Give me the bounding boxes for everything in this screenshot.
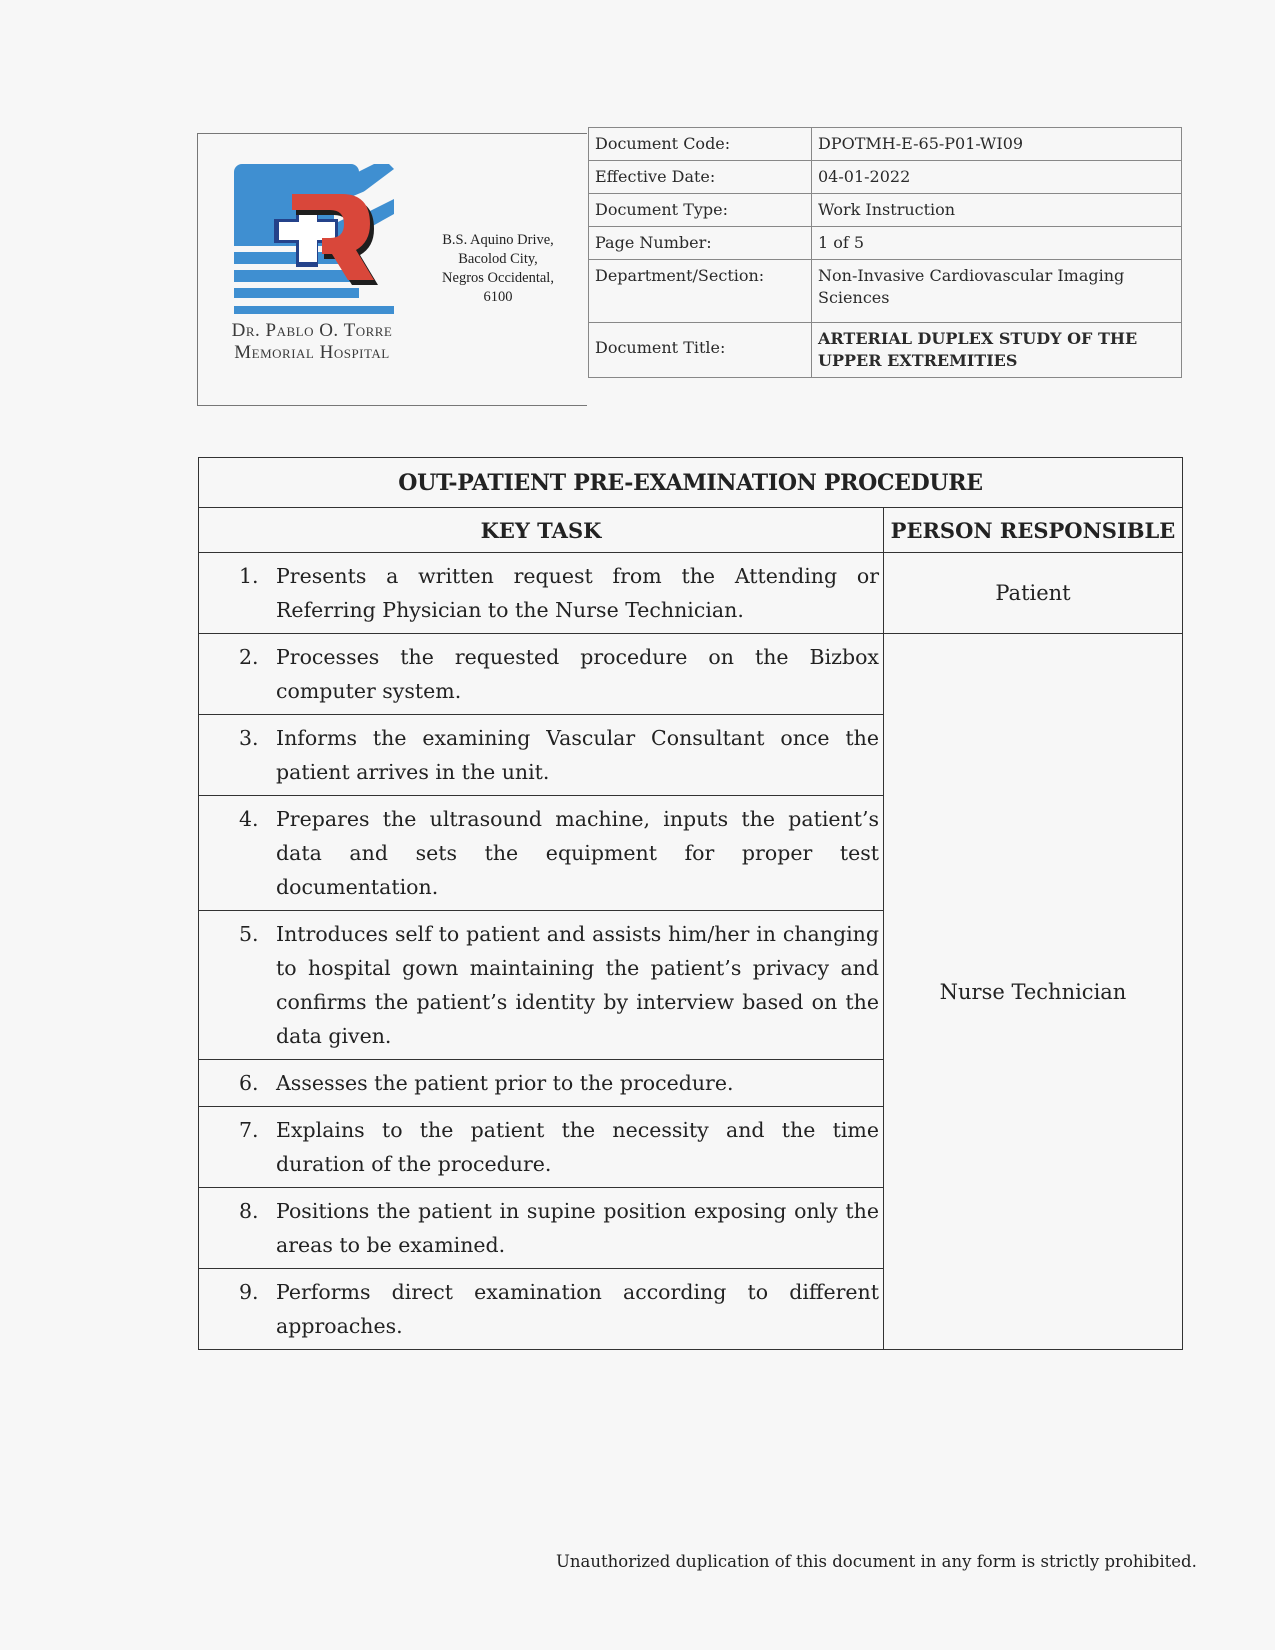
table-row <box>199 634 1183 715</box>
hospital-address <box>423 231 573 307</box>
hospital-name-line2: Memorial Hospital <box>234 342 390 363</box>
hospital-logo-icon <box>234 164 394 314</box>
info-row-title <box>589 323 1182 378</box>
person-responsible: Nurse Technician <box>884 634 1183 1350</box>
info-row-type <box>589 194 1182 227</box>
address-line: Negros Occidental, <box>442 270 554 286</box>
task-text: Positions the patient in supine position exposing only the areas to be examined. <box>276 1199 879 1257</box>
info-value: DPOTMH-E-65-P01-WI09 <box>812 128 1182 161</box>
task-text: Introduces self to patient and assists him/her in changing to hospital gown maintaining the patient’s privacy and confirms the patient’s identity by interview based on the data given. <box>276 922 879 1048</box>
column-header-person: PERSON RESPONSIBLE <box>884 508 1183 553</box>
info-value: 04-01-2022 <box>812 161 1182 194</box>
document-title: ARTERIAL DUPLEX STUDY OF THE UPPER EXTREMITIES <box>812 323 1182 378</box>
table-row <box>199 553 1183 634</box>
task-number: 9. <box>239 1280 259 1304</box>
info-label: Document Code: <box>589 128 812 161</box>
info-label: Page Number: <box>589 227 812 260</box>
task-number: 2. <box>239 645 259 669</box>
task-number: 5. <box>239 922 259 946</box>
task-text: Assesses the patient prior to the procedure. <box>276 1071 734 1095</box>
info-label: Department/Section: <box>589 260 812 323</box>
task-number: 3. <box>239 726 259 750</box>
task-text: Prepares the ultrasound machine, inputs the patient’s data and sets the equipment for proper test documentation. <box>276 807 879 899</box>
task-number: 8. <box>239 1199 259 1223</box>
person-responsible: Patient <box>884 553 1183 634</box>
hospital-name <box>212 320 412 364</box>
address-line: B.S. Aquino Drive, <box>442 232 554 248</box>
address-line: Bacolod City, <box>458 251 538 267</box>
task-number: 1. <box>239 564 259 588</box>
info-label: Document Type: <box>589 194 812 227</box>
column-header-key-task: KEY TASK <box>199 508 884 553</box>
procedure-table <box>198 457 1183 1350</box>
info-label: Effective Date: <box>589 161 812 194</box>
info-row-page <box>589 227 1182 260</box>
procedure-title: OUT-PATIENT PRE-EXAMINATION PROCEDURE <box>199 458 1183 508</box>
info-row-department <box>589 260 1182 323</box>
info-value: 1 of 5 <box>812 227 1182 260</box>
info-row-date <box>589 161 1182 194</box>
task-text: Presents a written request from the Attending or Referring Physician to the Nurse Technician. <box>276 564 879 622</box>
hospital-name-line1: Dr. Pablo O. Torre <box>231 320 393 341</box>
task-text: Informs the examining Vascular Consultant once the patient arrives in the unit. <box>276 726 879 784</box>
task-number: 7. <box>239 1118 259 1142</box>
task-text: Performs direct examination according to different approaches. <box>276 1280 879 1338</box>
document-info-table <box>588 127 1182 378</box>
info-row-code <box>589 128 1182 161</box>
task-number: 6. <box>239 1071 259 1095</box>
info-value: Non-Invasive Cardiovascular Imaging Sciences <box>812 260 1182 323</box>
task-text: Explains to the patient the necessity and the time duration of the procedure. <box>276 1118 879 1176</box>
document-header <box>197 133 587 406</box>
info-value: Work Instruction <box>812 194 1182 227</box>
info-label: Document Title: <box>589 323 812 378</box>
address-line: 6100 <box>483 289 513 305</box>
task-text: Processes the requested procedure on the Bizbox computer system. <box>276 645 879 703</box>
task-number: 4. <box>239 807 259 831</box>
footer-notice: Unauthorized duplication of this document in any form is strictly prohibited. <box>556 1552 1197 1571</box>
